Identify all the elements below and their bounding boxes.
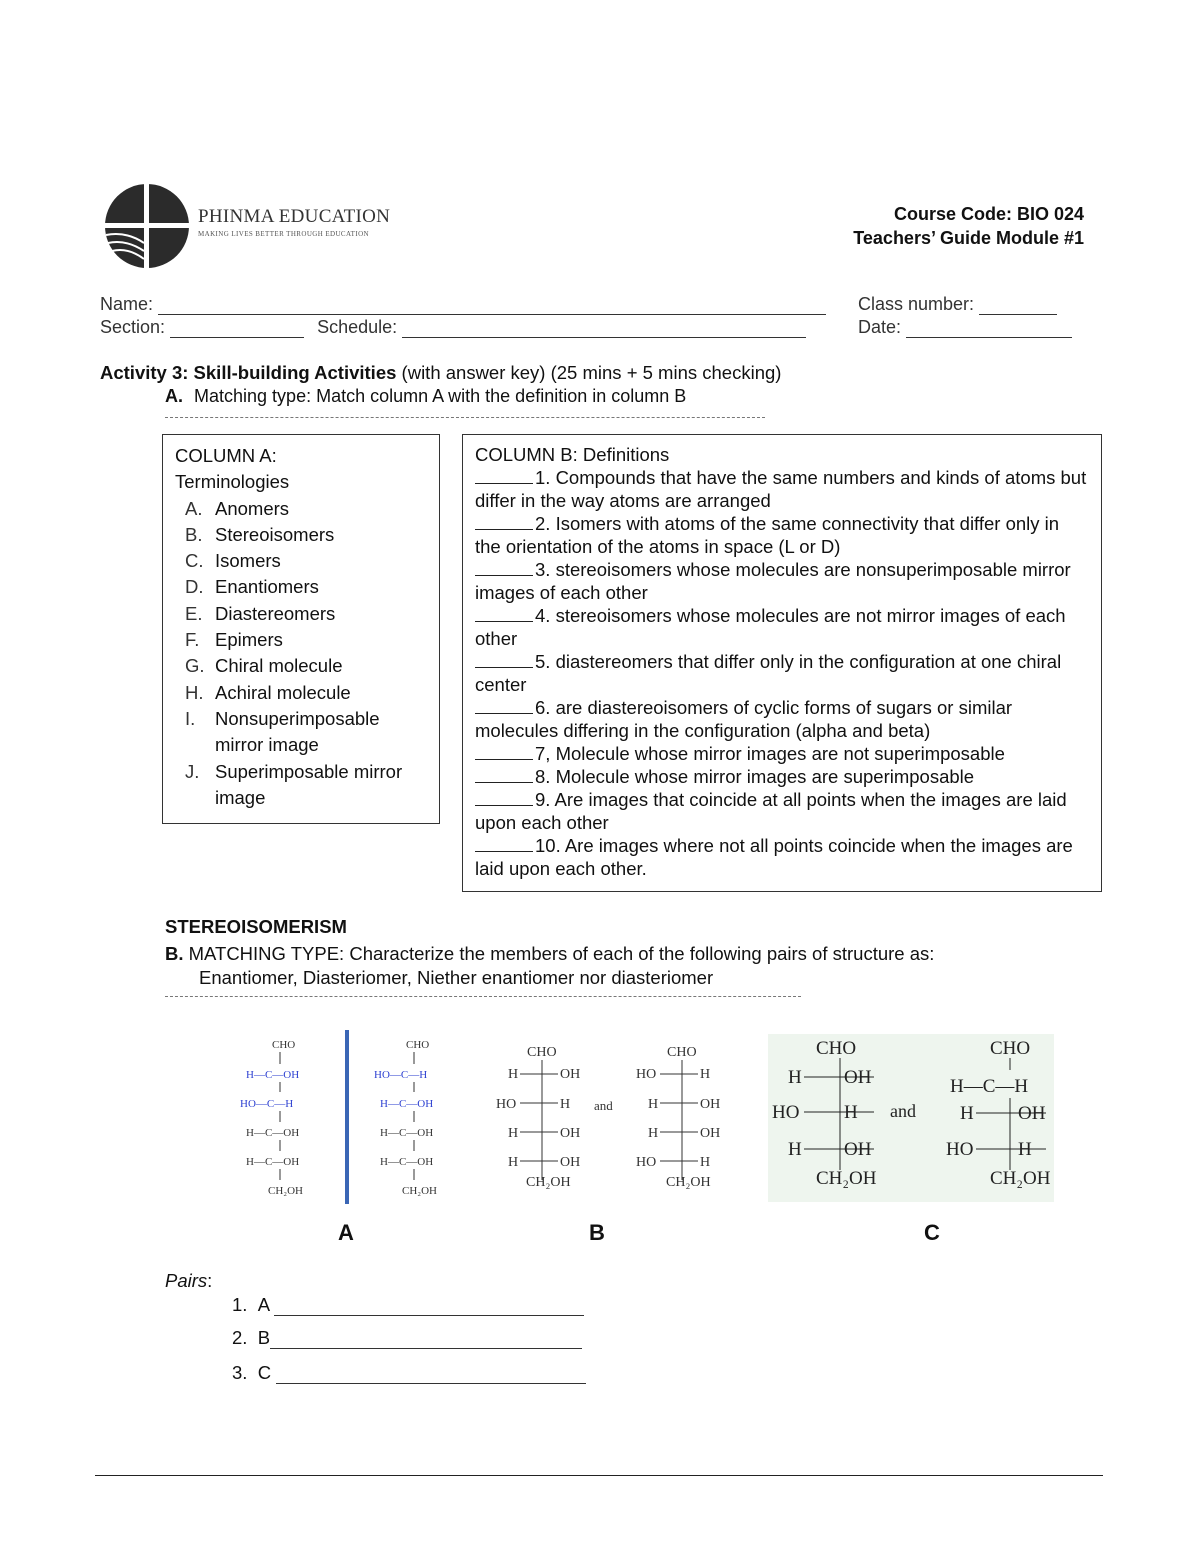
- definition-item: 1. Compounds that have the same numbers and kinds of atoms but differ in the way atoms are arranged: [475, 467, 1087, 511]
- activity-title-bold: Activity 3: Skill-building Activities: [100, 362, 397, 383]
- list-item: I. Nonsuperimposable mirror image: [185, 707, 380, 756]
- svg-text:OH: OH: [560, 1126, 581, 1141]
- fischer-structures: [220, 1030, 1070, 1220]
- svg-text:HO: HO: [636, 1155, 657, 1170]
- svg-text:OH: OH: [1018, 1103, 1046, 1124]
- svg-text:HO: HO: [946, 1139, 974, 1160]
- column-a-box: [162, 434, 440, 824]
- definition-item: 4. stereoisomers whose molecules are not mirror images of each other: [475, 605, 1066, 649]
- name-field[interactable]: [158, 296, 826, 315]
- definition-item: 5. diastereomers that differ only in the configuration at one chiral center: [475, 651, 1062, 695]
- svg-text:CH₂OH: CH₂OH: [268, 1185, 304, 1197]
- list-item: H. Achiral molecule: [185, 681, 351, 703]
- svg-text:H—C—OH: H—C—OH: [380, 1127, 434, 1139]
- logo-tagline: MAKING LIVES BETTER THROUGH EDUCATION: [198, 230, 369, 238]
- svg-text:OH: OH: [844, 1139, 872, 1160]
- course-code: Course Code: BIO 024: [893, 204, 1084, 224]
- list-item: A. Anomers: [185, 497, 290, 519]
- part-a-text: Matching type: Match column A with the definition in column B: [194, 386, 687, 406]
- svg-text:H—C—H: H—C—H: [950, 1076, 1029, 1097]
- section-label: Section:: [100, 317, 166, 337]
- answer-blank[interactable]: [475, 651, 533, 668]
- svg-text:CH₂OH: CH₂OH: [666, 1175, 711, 1190]
- answer-blank[interactable]: [475, 467, 533, 484]
- answer-blank[interactable]: [475, 605, 533, 622]
- course-header: [853, 202, 1084, 250]
- date-row: [858, 317, 1072, 338]
- dashed-divider: [165, 417, 765, 418]
- section-title: STEREOISOMERISM: [165, 916, 347, 937]
- answer-blank[interactable]: [475, 697, 533, 714]
- structure-label-c: C: [924, 1220, 940, 1245]
- pairs-label: Pairs:: [165, 1270, 213, 1291]
- pair-row: 3. C: [232, 1362, 586, 1384]
- part-b-instruction: [165, 942, 934, 990]
- schedule-field[interactable]: [402, 319, 806, 338]
- svg-text:H—C—OH: H—C—OH: [380, 1156, 434, 1168]
- phinma-logo: [104, 183, 190, 269]
- module-title: Teachers’ Guide Module #1: [853, 228, 1084, 248]
- list-item: C. Isomers: [185, 550, 281, 572]
- part-b-line1: MATCHING TYPE: Characterize the members of each of the following pairs of structure as:: [188, 943, 935, 964]
- definition-item: 2. Isomers with atoms of the same connectivity that differ only in the orientation of the atoms in space (L or D): [475, 513, 1060, 557]
- svg-text:HO: HO: [496, 1097, 517, 1112]
- activity-title-rest: (with answer key) (25 mins + 5 mins checking): [396, 362, 782, 383]
- svg-text:H: H: [700, 1067, 711, 1082]
- answer-blank[interactable]: [475, 559, 533, 576]
- svg-text:CH₂OH: CH₂OH: [402, 1185, 438, 1197]
- column-a-heading: COLUMN A:: [175, 445, 277, 466]
- logo-name: PHINMA EDUCATION: [198, 206, 391, 227]
- part-b-line2: Enantiomer, Diasteriomer, Niether enantiomer nor diasteriomer: [199, 967, 714, 988]
- svg-text:CHO: CHO: [990, 1038, 1031, 1059]
- pair-row: 1. A: [232, 1294, 584, 1316]
- answer-blank[interactable]: [475, 835, 533, 852]
- name-row: [100, 294, 826, 315]
- svg-text:HO—C—H: HO—C—H: [240, 1098, 294, 1110]
- svg-text:CHO: CHO: [816, 1038, 857, 1059]
- list-item: G. Chiral molecule: [185, 655, 343, 677]
- svg-text:H: H: [648, 1097, 659, 1112]
- definition-item: 10. Are images where not all points coincide when the images are laid upon each other.: [475, 835, 1073, 879]
- part-b-letter: B.: [165, 943, 184, 964]
- answer-blank[interactable]: [475, 743, 533, 760]
- structure-b-right: [636, 1045, 720, 1190]
- svg-text:HO: HO: [772, 1102, 800, 1123]
- pair-answer-field[interactable]: [270, 1330, 582, 1349]
- structure-label-a: A: [338, 1220, 354, 1245]
- answer-blank[interactable]: [475, 789, 533, 806]
- dashed-divider: [165, 996, 801, 997]
- answer-blank[interactable]: [475, 513, 533, 530]
- svg-text:CHO: CHO: [406, 1039, 430, 1051]
- svg-text:CHO: CHO: [527, 1045, 557, 1060]
- svg-text:H: H: [844, 1102, 858, 1123]
- pair-answer-field[interactable]: [276, 1365, 586, 1384]
- svg-text:H—C—OH: H—C—OH: [380, 1098, 434, 1110]
- part-a-letter: A.: [165, 386, 183, 406]
- svg-text:CH₂OH: CH₂OH: [990, 1168, 1051, 1189]
- class-number-row: [858, 294, 1057, 315]
- definition-item: 3. stereoisomers whose molecules are nonsuperimposable mirror images of each other: [475, 559, 1071, 603]
- svg-text:H: H: [508, 1126, 519, 1141]
- structure-a-right: [374, 1039, 437, 1197]
- svg-text:OH: OH: [700, 1126, 721, 1141]
- answer-blank[interactable]: [475, 766, 533, 783]
- list-item: E. Diastereomers: [185, 602, 336, 624]
- structure-label-b: B: [589, 1220, 605, 1245]
- svg-text:CHO: CHO: [272, 1039, 296, 1051]
- and-label: and: [594, 1098, 613, 1113]
- section-field[interactable]: [170, 319, 304, 338]
- class-number-label: Class number:: [858, 294, 975, 314]
- column-b-box: [462, 434, 1102, 892]
- part-a-instruction: [165, 386, 686, 407]
- svg-text:H: H: [960, 1103, 974, 1124]
- svg-text:HO: HO: [636, 1067, 657, 1082]
- list-item: D. Enantiomers: [185, 576, 319, 598]
- svg-text:H: H: [788, 1067, 802, 1088]
- activity-title: [100, 362, 781, 384]
- date-label: Date:: [858, 317, 902, 337]
- and-label: and: [890, 1101, 916, 1121]
- structure-a-left: [240, 1039, 303, 1197]
- svg-text:OH: OH: [844, 1067, 872, 1088]
- svg-text:CHO: CHO: [667, 1045, 697, 1060]
- pair-answer-field[interactable]: [274, 1297, 584, 1316]
- svg-text:H: H: [788, 1139, 802, 1160]
- svg-text:H: H: [560, 1097, 571, 1112]
- definition-item: 7, Molecule whose mirror images are not superimposable: [475, 742, 1089, 765]
- list-item: B. Stereoisomers: [185, 523, 335, 545]
- definition-item: 8. Molecule whose mirror images are superimposable: [475, 765, 1089, 788]
- svg-text:CH₂OH: CH₂OH: [816, 1168, 877, 1189]
- svg-text:H—C—OH: H—C—OH: [246, 1156, 300, 1168]
- svg-text:H: H: [700, 1155, 711, 1170]
- svg-text:HO—C—H: HO—C—H: [374, 1069, 428, 1081]
- column-b-heading: COLUMN B: Definitions: [475, 444, 670, 465]
- pair-row: 2. B: [232, 1327, 582, 1349]
- column-a-subheading: Terminologies: [175, 471, 290, 493]
- name-label: Name:: [100, 294, 154, 314]
- terminology-list: [175, 496, 427, 812]
- svg-text:OH: OH: [560, 1067, 581, 1082]
- list-item: J. Superimposable mirror image: [185, 760, 403, 808]
- definition-item: 9. Are images that coincide at all points when the images are laid upon each other: [475, 789, 1067, 833]
- mirror-line: [345, 1030, 349, 1204]
- svg-text:H: H: [508, 1067, 519, 1082]
- list-item: F. Epimers: [185, 629, 283, 651]
- section-row: [100, 317, 806, 338]
- svg-text:CH₂OH: CH₂OH: [526, 1175, 571, 1190]
- svg-text:H: H: [648, 1126, 659, 1141]
- svg-text:H—C—OH: H—C—OH: [246, 1069, 300, 1081]
- footer-divider: [95, 1475, 1103, 1476]
- date-field[interactable]: [906, 319, 1072, 338]
- svg-text:H: H: [1018, 1139, 1032, 1160]
- class-number-field[interactable]: [979, 296, 1057, 315]
- svg-text:OH: OH: [560, 1155, 581, 1170]
- svg-text:H: H: [508, 1155, 519, 1170]
- schedule-label: Schedule:: [317, 317, 398, 337]
- svg-text:H—C—OH: H—C—OH: [246, 1127, 300, 1139]
- definition-item: 6. are diastereoisomers of cyclic forms of sugars or similar molecules differing in the configuration (alpha and beta): [475, 697, 1013, 741]
- structure-b-left: [496, 1045, 580, 1190]
- svg-text:OH: OH: [700, 1097, 721, 1112]
